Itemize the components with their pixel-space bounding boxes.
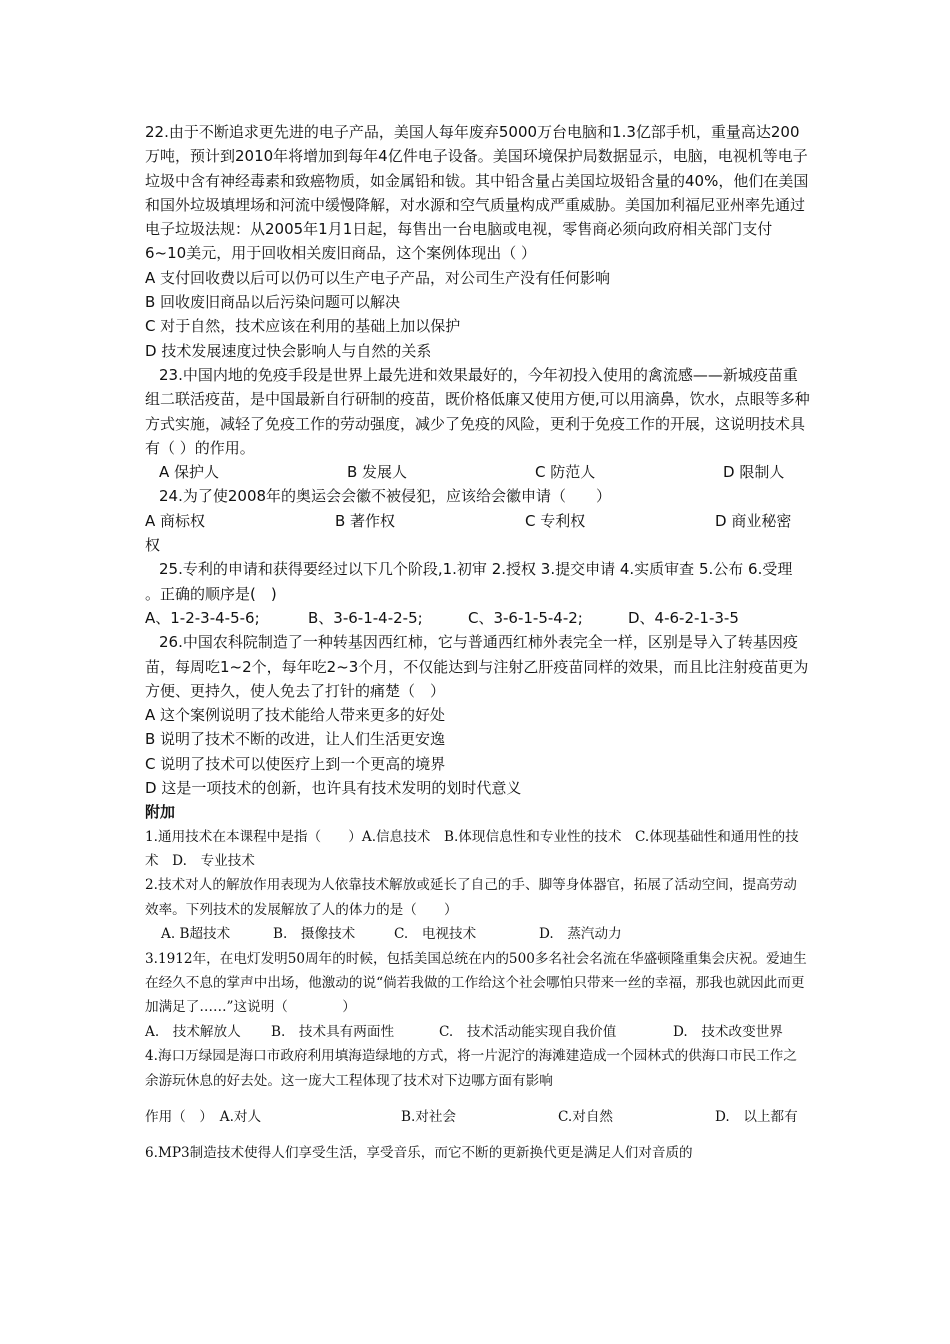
appendix-q4: 4.海口万绿园是海口市政府利用填海造绿地的方式，将一片泥泞的海滩建造成一个园林式的供海口市民工作之余游玩休息的好去处。这一庞大工程体现了技术对下边哪方面有影响	[145, 1048, 797, 1089]
appendix-q6: 6.MP3制造技术使得人们享受生活，享受音乐，而它不断的更新换代更是满足人们对音质的	[145, 1145, 693, 1162]
q22-option-a: A 支付回收费以后可以仍可以生产电子产品，对公司生产没有任何影响	[145, 268, 611, 287]
appendix-q2-option-d: D. 蒸汽动力	[539, 926, 622, 943]
q24-stem: 24.为了使2008年的奥运会会徽不被侵犯，应该给会徽申请（ ）	[159, 487, 612, 506]
appendix-q2: 2.技术对人的解放作用表现为人依靠技术解放或延长了自己的手、脚等身体器官，拓展了活动空间，提高劳动效率。下列技术的发展解放了人的体力的是（ ）	[145, 877, 797, 918]
appendix-q3-option-c: C. 技术活动能实现自我价值	[439, 1023, 617, 1040]
appendix-heading: 附加	[145, 803, 176, 822]
q24-options	[145, 509, 810, 533]
q26-option-c: C 说明了技术可以使医疗上到一个更高的境界	[145, 754, 446, 773]
q25-options	[145, 606, 810, 630]
appendix-q3-option-b: B. 技术具有两面性	[271, 1023, 395, 1040]
appendix-q1: 1.通用技术在本课程中是指（ ）A.信息技术 B.体现信息性和专业性的技术 C.体现基础性和通用性的技术 D. 专业技术	[145, 828, 799, 870]
q25-option-c: C、3-6-1-5-4-2;	[468, 608, 583, 627]
appendix-q2-option-c: C. 电视技术	[394, 926, 477, 943]
spacer	[145, 1093, 810, 1105]
q22-option-d: D 技术发展速度过快会影响人与自然的关系	[145, 341, 432, 360]
q26-option-d: D 这是一项技术的创新，也许具有技术发明的划时代意义	[145, 779, 522, 798]
q22-stem: 22.由于不断追求更先进的电子产品，美国人每年废弃5000万台电脑和1.3亿部手机，重量高达200万吨，预计到2010年将增加到每年4亿件电子设备。美国环境保护局数据显示，电脑，电视机等电子垃圾中含有神经毒素和致癌物质，如金属铅和钹。其中铅含量占美国垃圾铅含量的40%，他们在美国和国外垃圾填埋场和河流中缓慢降解，对水源和空气质量构成严重威胁。美国加利福尼亚州率先通过电子垃圾法规：从2005年1月1日起，每售出一台电脑或电视，零售商必须向政府相关部门支付6~10美元，用于回收相关废旧商品，这个案例体现出（ ）	[145, 123, 809, 263]
q24-option-d: D 商业秘密	[715, 511, 792, 530]
q22-option-b: B 回收废旧商品以后污染问题可以解决	[145, 293, 401, 312]
q25-option-d: D、4-6-2-1-3-5	[628, 608, 739, 627]
q25-option-b: B、3-6-1-4-2-5;	[308, 608, 423, 627]
appendix-q2-options	[145, 922, 810, 946]
q23-options	[145, 460, 810, 484]
q26-stem: 26.中国农科院制造了一种转基因西红柿，它与普通西红柿外表完全一样，区别是导入了转基因疫苗，每周吃1~2个，每年吃2~3个月，不仅能达到与注射乙肝疫苗同样的效果，而且比注射疫苗更为方便、更持久，使人免去了打针的痛楚（ ）	[145, 633, 809, 700]
appendix-q4-options	[145, 1105, 810, 1129]
q24-option-d-wrap: 权	[145, 536, 161, 555]
q24-option-a: A 商标权	[145, 511, 206, 530]
q24-option-c: C 专利权	[525, 511, 586, 530]
appendix-q3-option-d: D. 技术改变世界	[673, 1023, 783, 1040]
q22-option-c: C 对于自然，技术应该在利用的基础上加以保护	[145, 317, 461, 336]
q26-option-b: B 说明了技术不断的改进，让人们生活更安逸	[145, 730, 446, 749]
appendix-q4-option-c: C.对自然	[558, 1109, 614, 1126]
q23-option-a: A 保护人	[159, 463, 220, 482]
spacer	[145, 1129, 810, 1141]
appendix-q4-option-a: 作用（ ） A.对人	[145, 1109, 262, 1126]
appendix-q2-option-a: A. B超技术	[161, 926, 231, 943]
appendix-q4-option-d: D. 以上都有	[715, 1109, 798, 1126]
appendix-q2-option-b: B. 摄像技术	[273, 926, 356, 943]
q26-option-a: A 这个案例说明了技术能给人带来更多的好处	[145, 706, 446, 725]
q25-stem: 25.专利的申请和获得要经过以下几个阶段,1.初审 2.授权 3.提交申请 4.实质审查 5.公布 6.受理 。正确的顺序是( )	[145, 560, 793, 603]
q23-option-d: D 限制人	[723, 463, 785, 482]
q25-option-a: A、1-2-3-4-5-6;	[145, 608, 260, 627]
q23-stem: 23.中国内地的免疫手段是世界上最先进和效果最好的，今年初投入使用的禽流感——新城疫苗重组二联活疫苗，是中国最新自行研制的疫苗，既价格低廉又使用方便,可以用滴鼻，饮水，点眼等多种方式实施，减轻了免疫工作的劳动强度，减少了免疫的风险，更利于免疫工作的开展，这说明技术具有（ ）的作用。	[145, 365, 810, 457]
q23-option-c: C 防范人	[535, 463, 596, 482]
appendix-q3: 3.1912年，在电灯发明50周年的时候，包括美国总统在内的500多名社会名流在华盛顿隆重集会庆祝。爱迪生在经久不息的掌声中出场，他激动的说“倘若我做的工作给这个社会哪怕只带来一丝的幸福，那我也就因此而更加满足了……”这说明（ ）	[145, 950, 807, 1016]
appendix-q4-option-b: B.对社会	[401, 1109, 457, 1126]
appendix-q3-option-a: A. 技术解放人	[145, 1023, 241, 1040]
q23-option-b: B 发展人	[347, 463, 408, 482]
exam-page	[145, 120, 810, 1166]
q24-option-b: B 著作权	[335, 511, 396, 530]
appendix-q3-options	[145, 1020, 810, 1044]
